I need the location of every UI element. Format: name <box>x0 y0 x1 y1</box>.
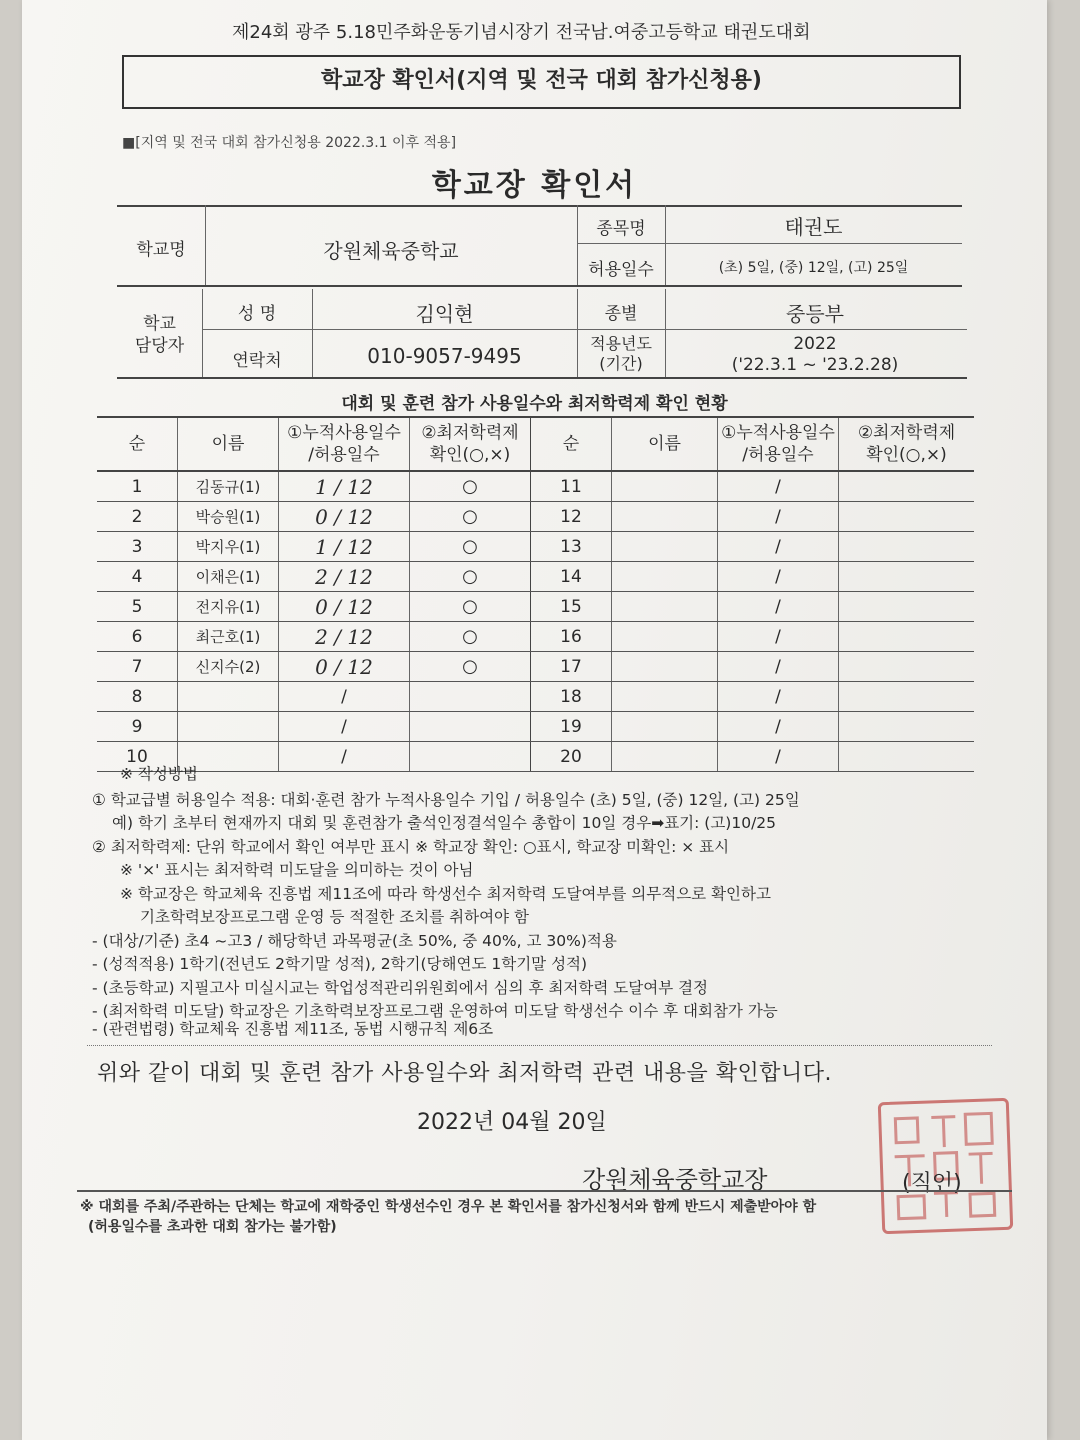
row-check: ○ <box>410 622 531 652</box>
row-check: ○ <box>410 562 531 592</box>
col-min-line1: ②최저학력제 <box>421 423 519 443</box>
row-check <box>839 532 975 562</box>
year-value-line1: 2022 <box>793 334 837 354</box>
seal-label: (직인) <box>902 1171 962 1196</box>
col-days-line2: /허용일수 <box>308 445 380 465</box>
row-seq: 10 <box>97 742 178 772</box>
row-name <box>612 742 718 772</box>
method-line5: ※ 학교장은 학교체육 진흥법 제11조에 따라 학생선수 최저학력 도달여부를 의무적으로 확인하고 <box>120 885 771 903</box>
row-days: / <box>718 532 839 562</box>
col-min-right <box>839 418 975 471</box>
manager-label <box>117 313 202 357</box>
row-check <box>839 502 975 532</box>
event-value: 태권도 <box>784 215 843 239</box>
row-name <box>612 712 718 742</box>
row-days: / <box>718 592 839 622</box>
sub-note: ■[지역 및 전국 대회 참가신청용 2022.3.1 이후 적용] <box>122 135 457 151</box>
manager-label-line2: 담당자 <box>134 336 185 356</box>
table-row <box>97 682 530 712</box>
row-days: 2 / 12 <box>279 562 410 592</box>
method-line6: 기초학력보장프로그램 운영 등 적절한 조치를 취하여야 함 <box>140 908 529 926</box>
title-box <box>122 55 961 109</box>
row-days: / <box>279 682 410 712</box>
footer-note1: ※ 대회를 주최/주관하는 단체는 학교에 재학중인 학생선수인 경우 본 확인서를 참가신청서와 함께 반드시 제출받아야 함 <box>80 1199 817 1215</box>
row-days: / <box>279 712 410 742</box>
right-rows <box>531 471 975 772</box>
table-caption: 대회 및 훈련 참가 사용일수와 최저학력제 확인 현황 <box>341 394 728 414</box>
col-days-right-line2: /허용일수 <box>742 445 814 465</box>
row-check: ○ <box>410 532 531 562</box>
col-min-right-line1: ②최저학력제 <box>857 423 956 443</box>
table-row <box>97 471 530 502</box>
method-line11: - (관련법령) 학교체육 진흥법 제11조, 동법 시행규칙 제6조 <box>92 1020 494 1038</box>
table-row <box>97 562 530 592</box>
row-days: 1 / 12 <box>279 532 410 562</box>
table-row <box>97 592 530 622</box>
row-days: / <box>718 622 839 652</box>
row-seq: 5 <box>97 592 178 622</box>
usage-table <box>97 416 974 772</box>
footer-note2: (허용일수를 초과한 대회 참가는 불가함) <box>88 1219 337 1235</box>
row-seq: 8 <box>97 682 178 712</box>
method-line7: - (대상/기준) 초4 ~고3 / 해당학년 과목평균(초 50%, 중 40%, 고 30%)적용 <box>92 932 617 950</box>
row-seq: 14 <box>531 562 612 592</box>
row-check: ○ <box>410 652 531 682</box>
row-check: ○ <box>410 502 531 532</box>
row-check <box>839 712 975 742</box>
table-row <box>531 562 975 592</box>
row-name <box>612 532 718 562</box>
row-check: ○ <box>410 471 531 502</box>
row-name <box>612 652 718 682</box>
row-seq: 3 <box>97 532 178 562</box>
row-name <box>178 712 279 742</box>
row-seq: 11 <box>531 471 612 502</box>
row-seq: 17 <box>531 652 612 682</box>
row-check <box>839 622 975 652</box>
row-seq: 15 <box>531 592 612 622</box>
row-name: 최근호(1) <box>178 622 279 652</box>
row-name <box>612 502 718 532</box>
col-seq: 순 <box>97 418 178 471</box>
contact-value: 010-9057-9495 <box>367 344 522 368</box>
method-line4: ※ '×' 표시는 최저학력 미도달을 의미하는 것이 아님 <box>120 861 474 879</box>
row-name <box>178 682 279 712</box>
row-check <box>839 562 975 592</box>
row-seq: 6 <box>97 622 178 652</box>
row-check <box>839 592 975 622</box>
table-row <box>97 532 530 562</box>
method-line8: - (성적적용) 1학기(전년도 2학기말 성적), 2학기(당해연도 1학기말 성적) <box>92 955 588 973</box>
row-days: / <box>718 471 839 502</box>
row-check <box>839 742 975 772</box>
row-name <box>612 592 718 622</box>
table-row <box>531 502 975 532</box>
row-name: 신지수(2) <box>178 652 279 682</box>
row-days: 0 / 12 <box>279 502 410 532</box>
col-days-right <box>718 418 839 471</box>
row-name: 전지유(1) <box>178 592 279 622</box>
row-days: / <box>718 742 839 772</box>
row-days: / <box>718 712 839 742</box>
year-value-line2: ('22.3.1 ~ '23.2.28) <box>731 355 899 375</box>
col-seq-right: 순 <box>531 418 612 471</box>
table-row <box>531 712 975 742</box>
contact-label: 연락처 <box>232 351 282 371</box>
row-name <box>612 471 718 502</box>
method-line9: - (초등학교) 지필고사 미실시교는 학업성적관리위원회에서 심의 후 최저학력 도달여부 결정 <box>92 979 709 997</box>
left-rows <box>97 471 530 772</box>
row-seq: 16 <box>531 622 612 652</box>
row-days: / <box>279 742 410 772</box>
confirm-date: 2022년 04월 20일 <box>417 1110 607 1135</box>
method-divider <box>87 1045 992 1046</box>
col-name: 이름 <box>178 418 279 471</box>
school-value: 강원체육중학교 <box>323 239 459 263</box>
col-days <box>279 418 410 471</box>
row-name <box>612 622 718 652</box>
row-seq: 4 <box>97 562 178 592</box>
row-seq: 1 <box>97 471 178 502</box>
principal-name: 강원체육중학교장 <box>582 1166 768 1194</box>
row-seq: 19 <box>531 712 612 742</box>
row-days: / <box>718 562 839 592</box>
col-min <box>410 418 531 471</box>
row-check <box>410 742 531 772</box>
col-days-right-line1: ①누적사용일수 <box>721 423 835 443</box>
row-check <box>839 652 975 682</box>
row-name: 김동규(1) <box>178 471 279 502</box>
table-row <box>531 742 975 772</box>
row-days: / <box>718 652 839 682</box>
row-check <box>410 712 531 742</box>
box-title: 학교장 확인서(지역 및 전국 대회 참가신청용) <box>321 68 762 93</box>
row-seq: 9 <box>97 712 178 742</box>
division-value: 중등부 <box>786 302 844 326</box>
method-line2: 예) 학기 초부터 현재까지 대회 및 훈련참가 출석인정결석일수 총합이 10일 경우➡표기: (고)10/25 <box>112 814 777 832</box>
row-name: 박지우(1) <box>178 532 279 562</box>
event-label: 종목명 <box>596 219 646 239</box>
row-name: 이채은(1) <box>178 562 279 592</box>
row-days: / <box>718 502 839 532</box>
table-row <box>97 622 530 652</box>
event-title: 제24회 광주 5.18민주화운동기념시장기 전국남.여중고등학교 태권도대회 <box>232 22 811 43</box>
row-seq: 20 <box>531 742 612 772</box>
row-name: 박승원(1) <box>178 502 279 532</box>
table-row <box>531 592 975 622</box>
year-label-line2: (기간) <box>599 354 643 373</box>
year-value <box>665 334 965 376</box>
col-min-line2: 확인(○,×) <box>429 445 511 465</box>
table-row <box>531 682 975 712</box>
row-check: ○ <box>410 592 531 622</box>
method-title: ※ 작성방법 <box>120 765 198 783</box>
row-seq: 13 <box>531 532 612 562</box>
table-row <box>531 532 975 562</box>
row-name <box>612 562 718 592</box>
allowed-label: 허용일수 <box>588 260 654 280</box>
name-label: 성 명 <box>237 304 277 324</box>
col-name-right: 이름 <box>612 418 718 471</box>
confirm-text: 위와 같이 대회 및 훈련 참가 사용일수와 최저학력 관련 내용을 확인합니다. <box>97 1061 832 1086</box>
row-check <box>839 471 975 502</box>
row-seq: 2 <box>97 502 178 532</box>
row-check <box>839 682 975 712</box>
row-days: 1 / 12 <box>279 471 410 502</box>
row-days: 2 / 12 <box>279 622 410 652</box>
row-seq: 7 <box>97 652 178 682</box>
manager-label-line1: 학교 <box>143 314 176 334</box>
row-name <box>612 682 718 712</box>
allowed-value: (초) 5일, (중) 12일, (고) 25일 <box>718 260 909 276</box>
table-row <box>97 652 530 682</box>
table-row <box>531 622 975 652</box>
table-row <box>97 502 530 532</box>
table-row <box>531 471 975 502</box>
method-line10: - (최저학력 미도달) 학교장은 기초학력보장프로그램 운영하여 미도달 학생선수 이수 후 대회참가 가능 <box>92 1002 778 1020</box>
row-seq: 12 <box>531 502 612 532</box>
doc-title: 학교장 확인서 <box>431 168 638 203</box>
division-label: 종별 <box>604 304 638 324</box>
row-seq: 18 <box>531 682 612 712</box>
year-label <box>577 334 665 374</box>
table-row <box>97 712 530 742</box>
col-days-line1: ①누적사용일수 <box>287 423 401 443</box>
method-line1: ① 학교급별 허용일수 적용: 대회·훈련 참가 누적사용일수 기입 / 허용일수 (초) 5일, (중) 12일, (고) 25일 <box>92 791 800 809</box>
row-days: 0 / 12 <box>279 592 410 622</box>
table-row <box>531 652 975 682</box>
method-line3: ② 최저학력제: 단위 학교에서 확인 여부만 표시 ※ 학교장 확인: ○표시, 학교장 미확인: × 표시 <box>92 838 730 856</box>
row-days: 0 / 12 <box>279 652 410 682</box>
year-label-line1: 적용년도 <box>590 334 652 353</box>
document-page <box>22 0 1047 1440</box>
footer-divider <box>77 1190 1012 1192</box>
row-check <box>410 682 531 712</box>
name-value: 김익현 <box>415 302 474 326</box>
row-days: / <box>718 682 839 712</box>
school-label: 학교명 <box>136 240 186 260</box>
col-min-right-line2: 확인(○,×) <box>866 445 947 465</box>
